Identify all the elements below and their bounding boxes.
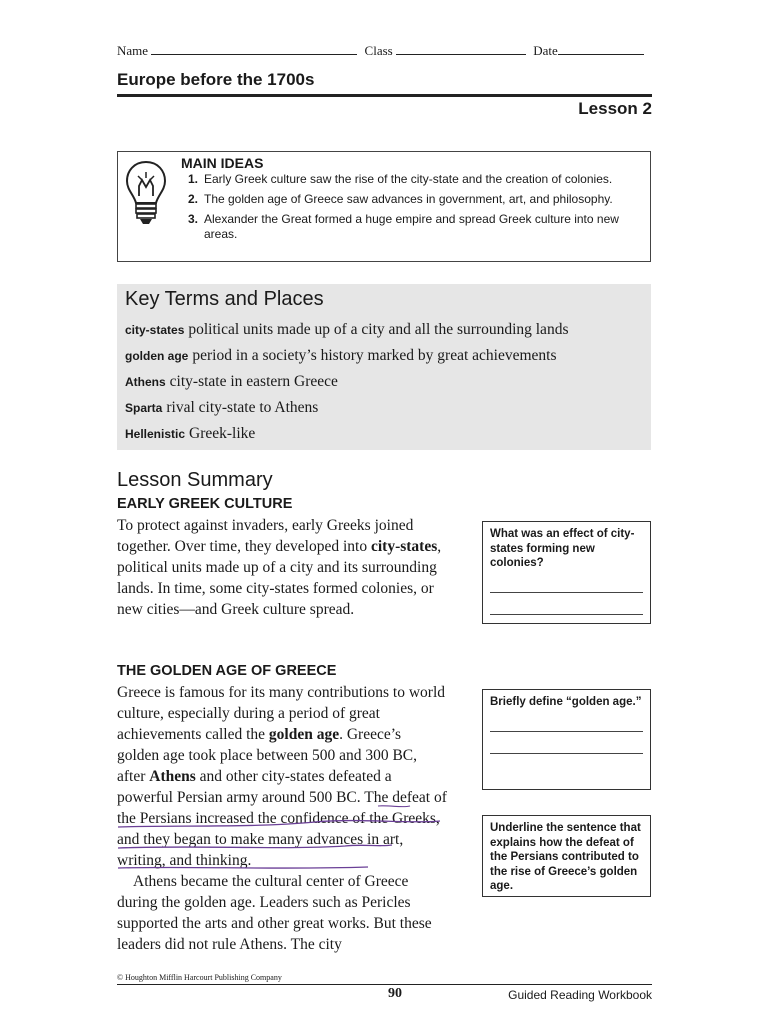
- handwritten-underline: [110, 800, 450, 880]
- key-term-definition: political units made up of a city and all the surrounding lands: [188, 321, 569, 338]
- paragraph-text: . Greece’s golden age took place between 500 and 300 BC, after: [117, 726, 418, 785]
- key-term-row: [125, 373, 338, 391]
- student-info-line: [117, 42, 652, 59]
- answer-line[interactable]: [490, 614, 643, 615]
- paragraph-text: To protect against invaders, early Greeks joined together. Over time, they developed into: [117, 517, 414, 555]
- name-label: Name: [117, 43, 149, 58]
- side-question-box: [482, 815, 651, 897]
- lightbulb-icon: [124, 160, 168, 226]
- main-idea-item: [188, 172, 648, 187]
- page-number: 90: [388, 986, 402, 1001]
- lesson-label: Lesson 2: [578, 99, 652, 118]
- workbook-title: Guided Reading Workbook: [508, 988, 652, 1002]
- section-paragraph-early-greek: [117, 515, 447, 620]
- key-term: city-states: [125, 323, 185, 337]
- key-term-row: [125, 347, 556, 365]
- chapter-title: Europe before the 1700s: [117, 70, 315, 89]
- paragraph-text: and other city-states defeated a powerful Persian army around 500 BC.: [117, 768, 392, 806]
- main-idea-text: Alexander the Great formed a huge empire and spread Greek culture into new areas.: [204, 212, 619, 241]
- main-ideas-title: MAIN IDEAS: [181, 155, 264, 171]
- main-idea-number: 1.: [188, 172, 199, 186]
- key-term-row: [125, 399, 318, 417]
- paragraph-text: Athens became the cultural center of Greece during the golden age. Leaders such as Pericles supported the arts and other great works. But these leaders did not rule Athens. The city: [117, 873, 432, 953]
- date-field[interactable]: [558, 42, 644, 55]
- key-term-inline: golden age: [268, 726, 340, 743]
- paragraph-text: Greece is famous for its many contributions to world culture, especially during a period of great achievements called the: [117, 684, 446, 743]
- section-heading-golden-age: THE GOLDEN AGE OF GREECE: [117, 663, 337, 679]
- main-idea-item: [188, 212, 648, 242]
- key-term-definition: city-state in eastern Greece: [169, 373, 338, 390]
- main-idea-item: [188, 192, 648, 207]
- side-question-box: [482, 689, 651, 790]
- class-field[interactable]: [396, 42, 526, 55]
- side-question-text: Briefly define “golden age.”: [490, 696, 642, 708]
- answer-line[interactable]: [490, 753, 643, 754]
- key-term-row: [125, 321, 568, 339]
- header-rule: [117, 94, 652, 97]
- key-term: Sparta: [125, 401, 163, 415]
- key-term: Athens: [125, 375, 166, 389]
- key-term: golden age: [125, 349, 189, 363]
- key-term-inline: Athens: [149, 768, 196, 785]
- answer-line[interactable]: [490, 592, 643, 593]
- key-terms-title: Key Terms and Places: [125, 288, 324, 310]
- section-heading-early-greek: EARLY GREEK CULTURE: [117, 496, 293, 512]
- underlined-sentence[interactable]: The defeat of the Persians increased the confidence of the Greeks, and they began to make many advances in art, writing, and thinking.: [117, 789, 447, 869]
- answer-line[interactable]: [490, 731, 643, 732]
- footer-rule: [117, 984, 652, 985]
- class-label: Class: [364, 43, 393, 58]
- key-term-inline: city-states: [370, 538, 438, 555]
- name-field[interactable]: [151, 42, 357, 55]
- date-label: Date: [533, 43, 558, 58]
- copyright-notice: © Houghton Mifflin Harcourt Publishing Company: [117, 973, 282, 982]
- side-question-text: What was an effect of city-states forming new colonies?: [490, 528, 635, 569]
- main-ideas-list: [188, 172, 648, 247]
- main-idea-text: The golden age of Greece saw advances in government, art, and philosophy.: [204, 192, 613, 206]
- main-idea-number: 3.: [188, 212, 199, 226]
- paragraph-text: , political units made up of a city and its surrounding lands. In time, some city-states formed colonies, or new cities—and Greek culture spread.: [117, 538, 442, 618]
- lesson-summary-title: Lesson Summary: [117, 469, 273, 491]
- key-term-definition: period in a society’s history marked by great achievements: [192, 347, 557, 364]
- key-term-row: [125, 425, 255, 443]
- main-idea-text: Early Greek culture saw the rise of the city-state and the creation of colonies.: [204, 172, 613, 186]
- side-question-box: [482, 521, 651, 624]
- main-idea-number: 2.: [188, 192, 199, 206]
- key-term: Hellenistic: [125, 427, 186, 441]
- side-question-text: Underline the sentence that explains how the defeat of the Persians contributed to the rise of Greece’s golden age.: [490, 822, 641, 892]
- key-term-definition: rival city-state to Athens: [166, 399, 319, 416]
- key-term-definition: Greek-like: [189, 425, 256, 442]
